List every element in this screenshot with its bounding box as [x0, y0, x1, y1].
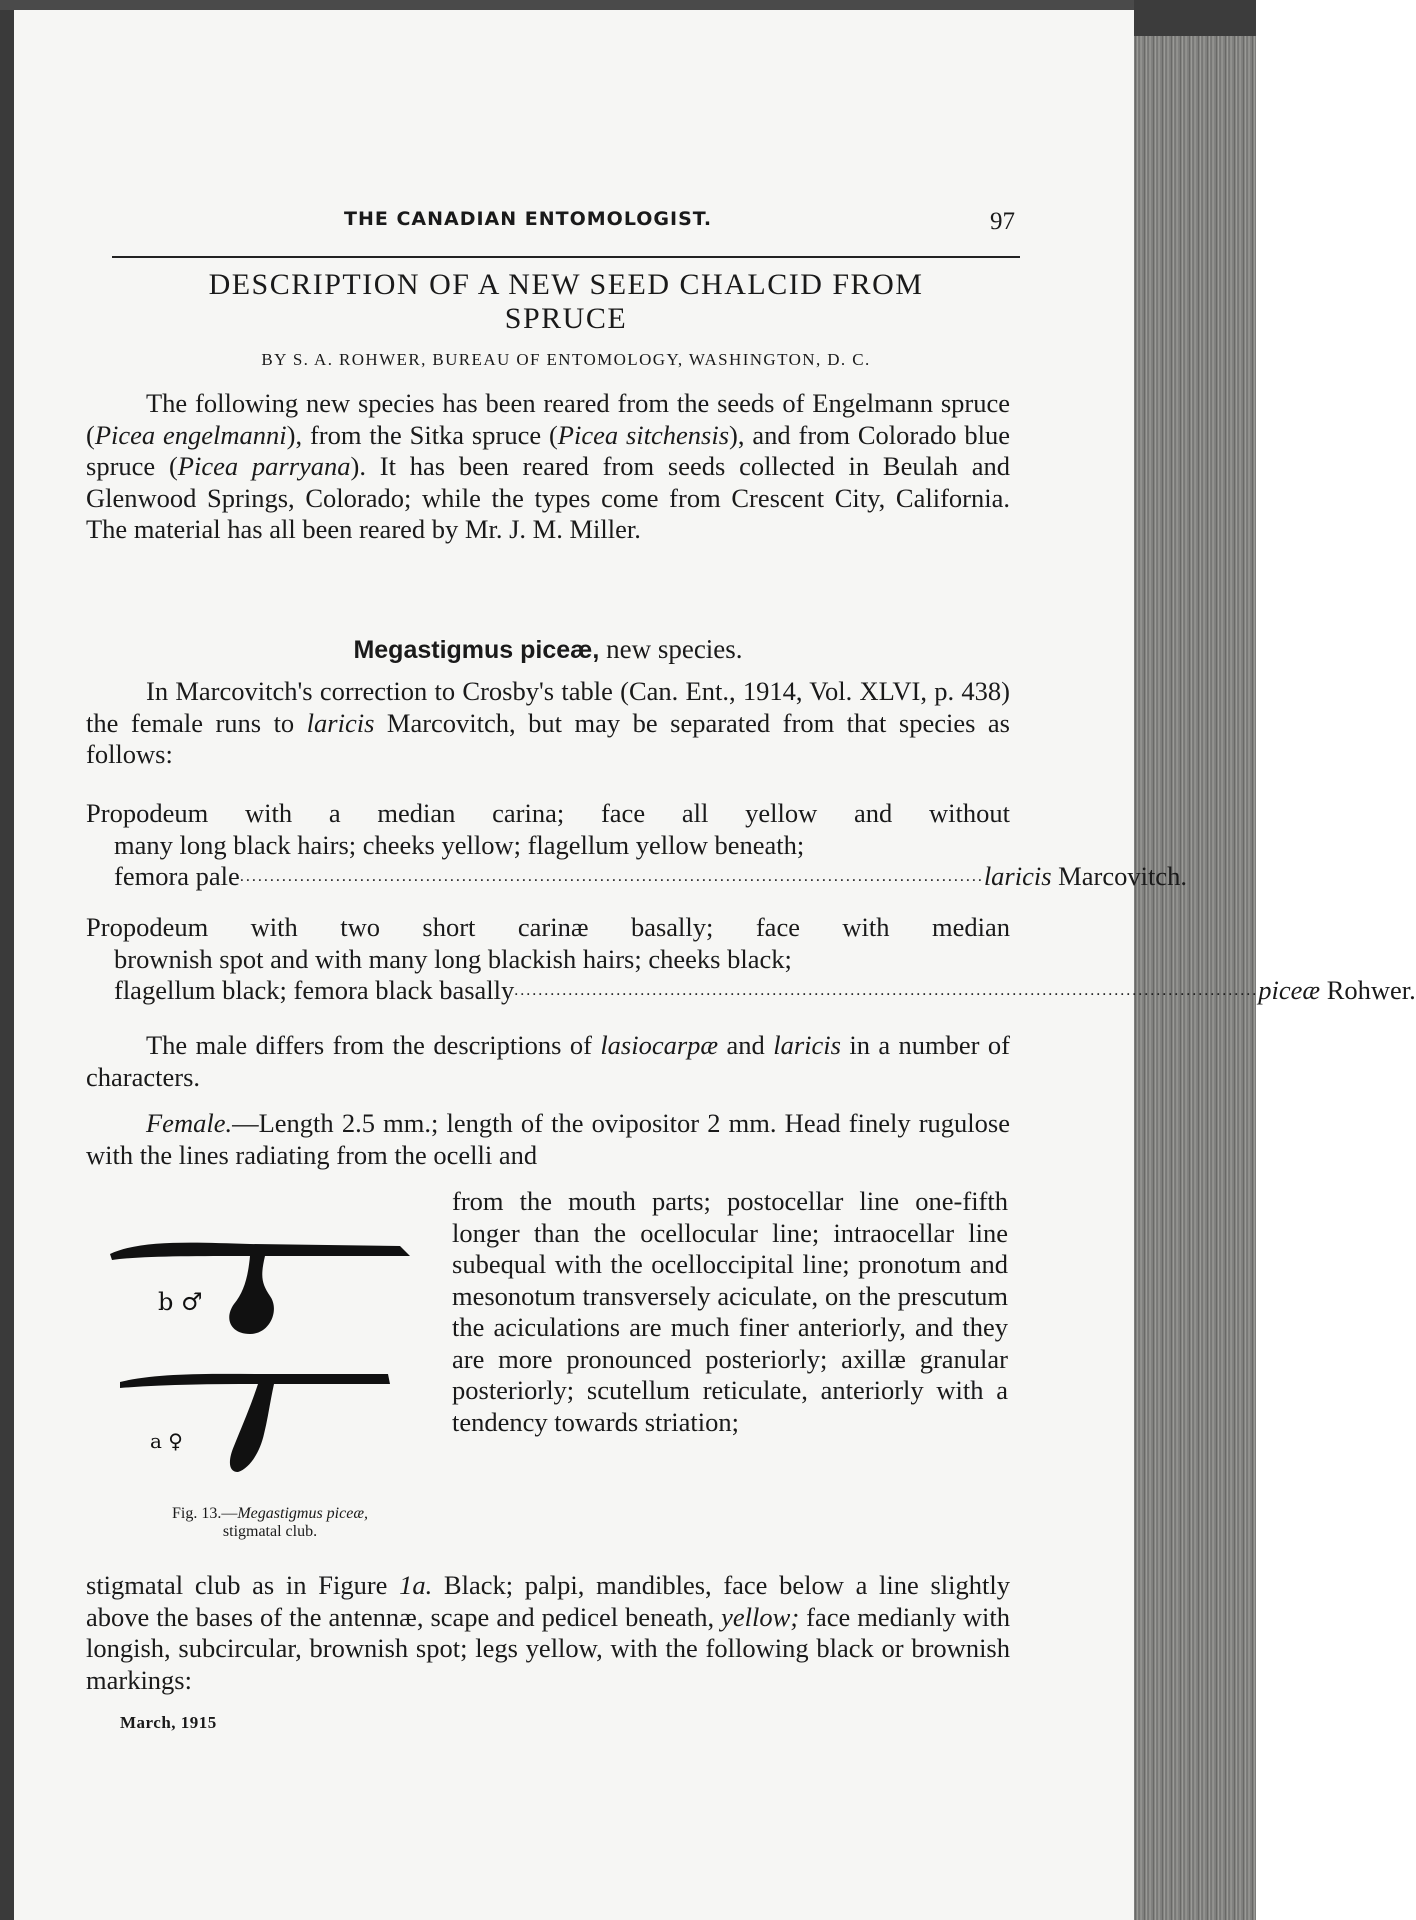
- comparison-paragraph: In Marcovitch's correction to Crosby's table (Can. Ent., 1914, Vol. XLVI, p. 438) the female runs to laricis Marcovitch, but may be separated from that species as follows:: [86, 676, 1010, 769]
- key-couplet-2-line2: brownish spot and with many long blackish hairs; cheeks black;: [114, 943, 792, 974]
- leader-dots: ............................................................................................................................: [239, 868, 984, 885]
- article-title-line1: DESCRIPTION OF A NEW SEED CHALCID FROM: [208, 268, 924, 301]
- issue-date-footer: March, 1915: [120, 1713, 217, 1732]
- female-description-continued: stigmatal club as in Figure 1a. Black; palpi, mandibles, face below a line slightly above the bases of the antennæ, scape and pedicel beneath, yellow; face medianly with longish, subcircular, brownish spot; legs yellow, with the following black or brownish markings:: [86, 1570, 1010, 1695]
- club-male-stalk: [229, 1256, 274, 1334]
- header-rule: [112, 256, 1020, 258]
- intro-paragraph: The following new species has been reared from the seeds of Engelmann spruce (Picea engelmanni), from the Sitka spruce (Picea sitchensis), and from Colorado blue spruce (Picea parryana). It has been reared from seeds collected in Beulah and Glenwood Springs, Colorado; while the types come from Crescent City, California. The material has all been reared by Mr. J. M. Miller.: [86, 388, 1010, 544]
- figure-label-b: b ♂: [158, 1288, 203, 1316]
- key-couplet-2-line3: flagellum black; femora black basally ............................................................................................................................ piceæ Rohwer.: [86, 975, 1010, 1013]
- key-couplet-1-line3: femora pale ............................................................................................................................ laricis Marcovitch.: [86, 861, 1010, 899]
- female-description-wrapped: from the mouth parts; postocellar line one-fifth longer than the ocellocular line; intraocellar line subequal with the ocelloccipital line; pronotum and mesonotum transversely aciculate, on the prescutum the aciculations are much finer anteriorly, and they are more pronounced posteriorly; axillæ granular posteriorly; scutellum reticulate, anteriorly with a tendency towards striation;: [452, 1186, 1008, 1437]
- journal-title: THE CANADIAN ENTOMOLOGIST.: [344, 208, 713, 230]
- club-female-vein: [120, 1374, 390, 1388]
- running-head: [0, 208, 1256, 238]
- female-label: Female.: [146, 1108, 233, 1138]
- byline: BY S. A. ROHWER, BUREAU OF ENTOMOLOGY, WASHINGTON, D. C.: [261, 350, 871, 369]
- scan-border-left: [0, 0, 14, 1920]
- female-description-intro: Female.—Length 2.5 mm.; length of the ovipositor 2 mm. Head finely rugulose with the lines radiating from the ocelli and: [86, 1108, 1010, 1170]
- leader-dots: ............................................................................................................................: [514, 982, 1259, 999]
- scan-border-top: [0, 0, 1256, 10]
- figure-label-a: a ♀: [150, 1429, 183, 1453]
- species-heading: [86, 634, 1010, 665]
- club-female-stalk: [230, 1384, 274, 1472]
- key-couplet-2-line1: Propodeum with two short carinæ basally; face with median: [86, 912, 1010, 942]
- species-suffix: new species.: [606, 634, 743, 664]
- stigmatal-club-drawing: [100, 1222, 440, 1512]
- key-couplet-1-line1: Propodeum with a median carina; face all yellow and without: [86, 798, 1010, 828]
- key-couplet-1: [86, 798, 1187, 899]
- figure-stigmatal-club: [100, 1222, 440, 1552]
- article-title-line2: SPRUCE: [504, 302, 628, 335]
- figure-caption: Fig. 13.—Megastigmus piceæ, stigmatal club.: [172, 1505, 368, 1540]
- page-number: 97: [990, 208, 1015, 235]
- book-edge-top: [1134, 0, 1256, 40]
- key-couplet-1-line2: many long black hairs; cheeks yellow; flagellum yellow beneath;: [114, 829, 805, 860]
- male-note-paragraph: The male differs from the descriptions of lasiocarpæ and laricis in a number of characters.: [86, 1030, 1010, 1092]
- species-name: Megastigmus piceæ,: [353, 636, 600, 664]
- key-couplet-2: [86, 912, 1416, 1013]
- article-title: [86, 268, 1046, 336]
